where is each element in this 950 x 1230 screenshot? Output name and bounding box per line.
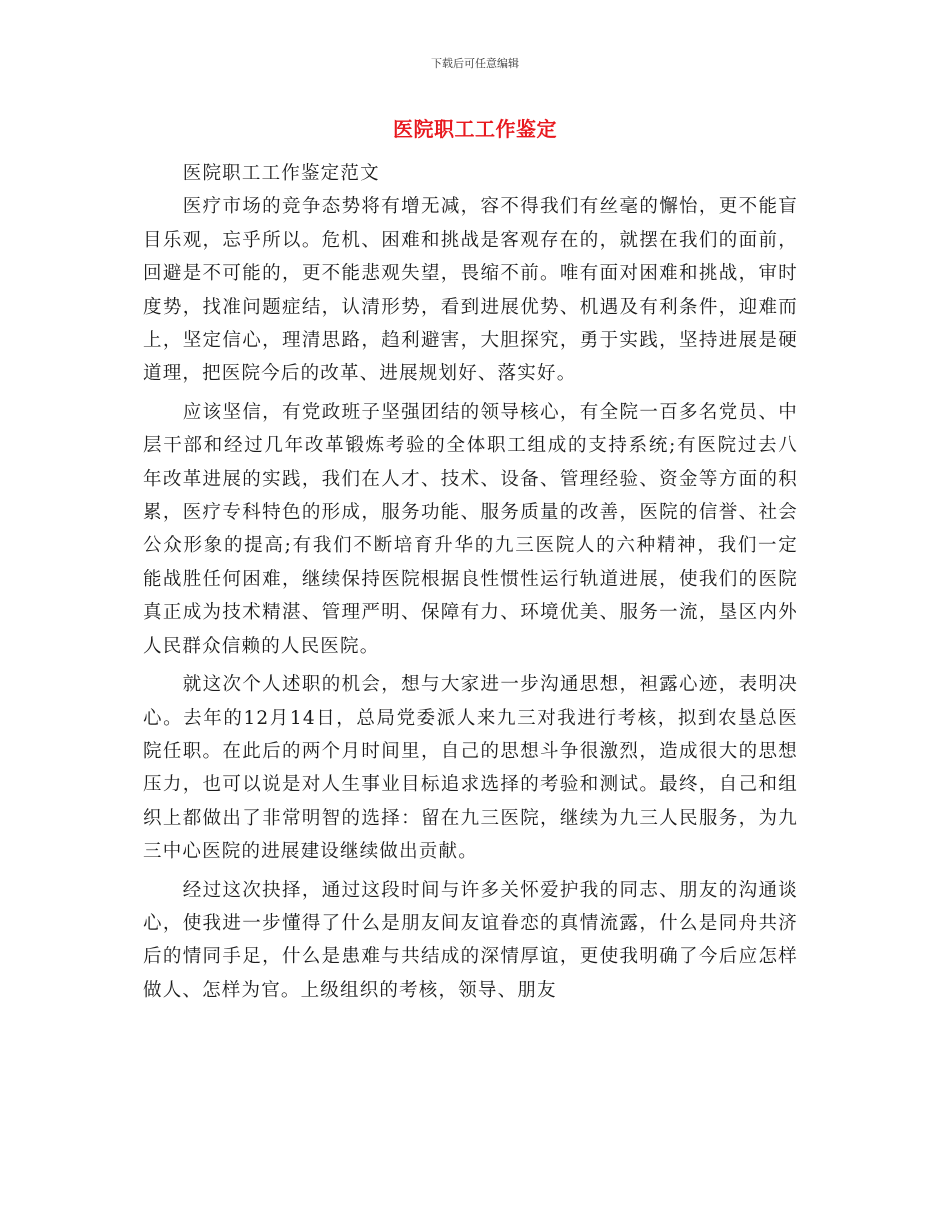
body-paragraph: 医疗市场的竞争态势将有增无减，容不得我们有丝毫的懈怡，更不能盲目乐观，忘乎所以。危机、困难和挑战是客观存在的，就摆在我们的面前，回避是不可能的，更不能悲观失望，畏缩不前。唯有面对困难和挑战，审时度势，找准问题症结，认清形势，看到进展优势、机遇及有利条件，迎难而上，坚定信心，理清思路，趋利避害，大胆探究，勇于实践，坚持进展是硬道理，把医院今后的改革、进展规划好、落实好。 — [143, 196, 798, 385]
body-paragraph: 经过这次抉择，通过这段时间与许多关怀爱护我的同志、朋友的沟通谈心，使我进一步懂得了什么是朋友间友谊眷恋的真情流露，什么是同舟共济后的情同手足，什么是患难与共结成的深情厚谊，更使我明确了今后应怎样做人、怎样为官。上级组织的考核，领导、朋友 — [143, 879, 798, 1001]
document-title: 医院职工工作鉴定 — [393, 117, 557, 141]
subtitle-paragraph: 医院职工工作鉴定范文 — [182, 163, 380, 184]
document-body — [143, 157, 798, 1007]
body-paragraph: 就这次个人述职的机会，想与大家进一步沟通思想，袒露心迹，表明决心。去年的12月14日，总局党委派人来九三对我进行考核，拟到农垦总医院任职。在此后的两个月时间里，自己的思想斗争很激烈，造成很大的思想压力，也可以说是对人生事业目标追求选择的考验和测试。最终，自己和组织上都做出了非常明智的选择：留在九三医院，继续为九三人民服务，为九三中心医院的进展建设继续做出贡献。 — [143, 674, 798, 863]
body-paragraph: 应该坚信，有党政班子坚强团结的领导核心，有全院一百多名党员、中层干部和经过几年改革锻炼考验的全体职工组成的支持系统;有医院过去八年改革进展的实践，我们在人才、技术、设备、管理经验、资金等方面的积累，医疗专科特色的形成，服务功能、服务质量的改善，医院的信誉、社会公众形象的提高;有我们不断培育升华的九三医院人的六种精神，我们一定能战胜任何困难，继续保持医院根据良性惯性运行轨道进展，使我们的医院真正成为技术精湛、管理严明、保障有力、环境优美、服务一流，垦区内外人民群众信赖的人民医院。 — [143, 401, 798, 657]
header-note: 下载后可任意编辑 — [431, 57, 519, 70]
